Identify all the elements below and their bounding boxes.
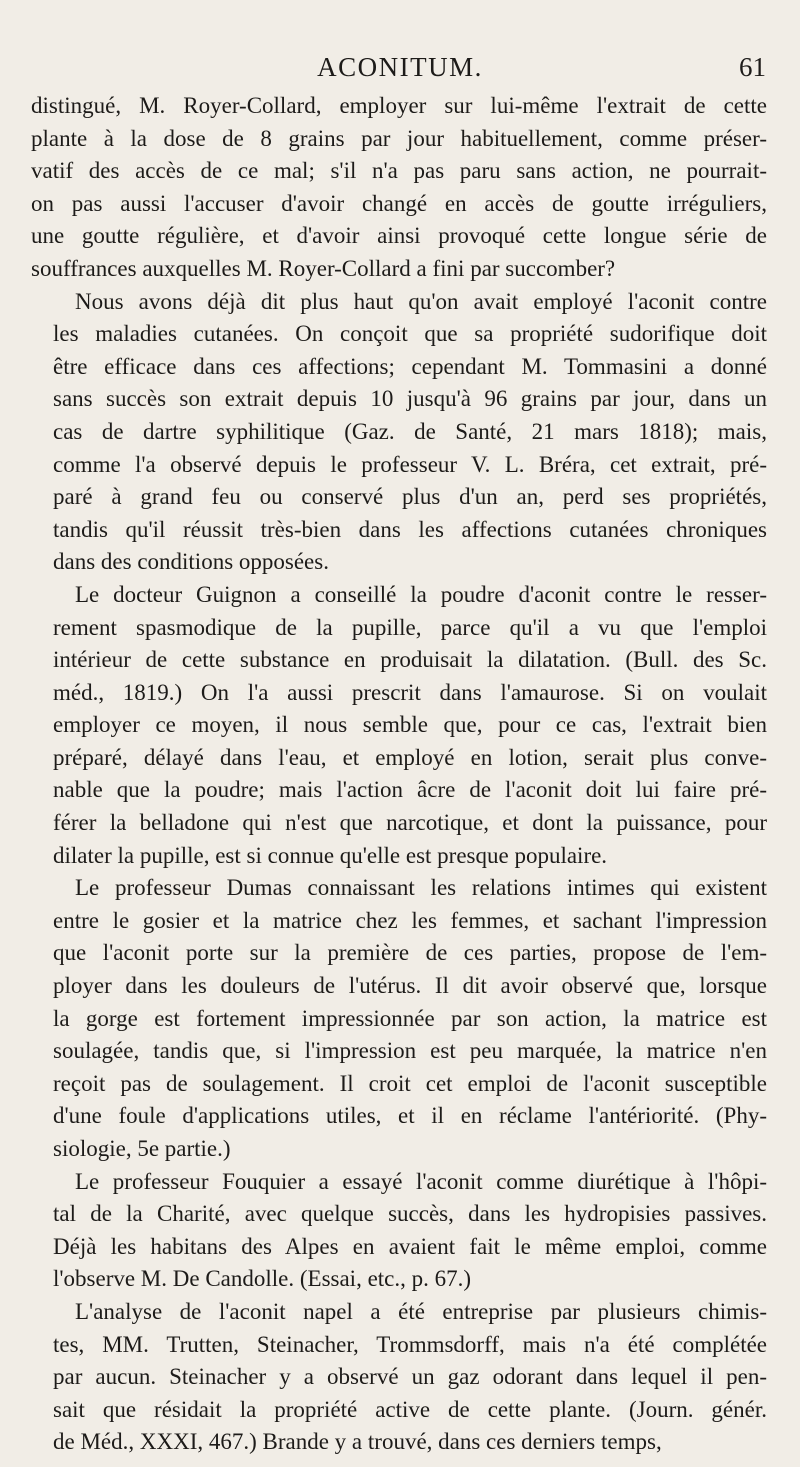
- text-line: Nous avons déjà dit plus haut qu'on avait employé l'aconit contre: [75, 288, 767, 314]
- paragraph: [31, 1296, 767, 1459]
- text-line: tes, MM. Trutten, Steinacher, Trommsdorff, mais n'a été complétée: [53, 1331, 767, 1357]
- text-line: sait que résidait la propriété active de cette plante. (Journ. génér.: [53, 1396, 767, 1422]
- text-line: nable que la poudre; mais l'action âcre de l'aconit doit lui faire pré-: [53, 777, 767, 803]
- text-line: d'une foule d'applications utiles, et il en réclame l'antériorité. (Phy-: [53, 1103, 767, 1129]
- page-header: [0, 48, 800, 88]
- text-line: dans des conditions opposées.: [53, 549, 329, 575]
- text-line: les maladies cutanées. On conçoit que sa propriété sudorifique doit: [53, 321, 767, 347]
- text-line: Le professeur Fouquier a essayé l'aconit comme diurétique à l'hôpi-: [75, 1168, 767, 1194]
- body-text: [31, 90, 767, 1459]
- paragraph: [31, 1166, 767, 1296]
- text-line: intérieur de cette substance en produisait la dilatation. (Bull. des Sc.: [53, 647, 767, 673]
- text-line: comme l'a observé depuis le professeur V. L. Bréra, cet extrait, pré-: [53, 451, 767, 477]
- text-line: Le professeur Dumas connaissant les relations intimes qui existent: [75, 875, 767, 901]
- page-number: 61: [739, 52, 766, 82]
- text-line: sans succès son extrait depuis 10 jusqu'à 96 grains par jour, dans un: [53, 386, 767, 412]
- paragraph: [31, 872, 767, 1165]
- text-line: cas de dartre syphilitique (Gaz. de Santé, 21 mars 1818); mais,: [53, 418, 767, 444]
- text-line: Déjà les habitans des Alpes en avaient fait le même emploi, comme: [53, 1233, 767, 1259]
- text-line: préparé, délayé dans l'eau, et employé en lotion, serait plus conve-: [53, 744, 767, 770]
- text-line: on pas aussi l'accuser d'avoir changé en accès de goutte irréguliers,: [31, 190, 767, 216]
- text-line: férer la belladone qui n'est que narcotique, et dont la puissance, pour: [53, 810, 767, 836]
- text-line: employer ce moyen, il nous semble que, pour ce cas, l'extrait bien: [53, 712, 767, 738]
- text-line: plante à la dose de 8 grains par jour habituellement, comme préser-: [31, 125, 767, 151]
- paragraph: [31, 579, 767, 872]
- paragraph: [31, 286, 767, 579]
- text-line: entre le gosier et la matrice chez les femmes, et sachant l'impression: [53, 907, 767, 933]
- text-line: rement spasmodique de la pupille, parce qu'il a vu que l'emploi: [53, 614, 767, 640]
- text-line: reçoit pas de soulagement. Il croit cet emploi de l'aconit susceptible: [53, 1070, 767, 1096]
- text-line: soulagée, tandis que, si l'impression est peu marquée, la matrice n'en: [53, 1038, 767, 1064]
- text-line: par aucun. Steinacher y a observé un gaz odorant dans lequel il pen-: [53, 1364, 767, 1390]
- text-line: distingué, M. Royer-Collard, employer sur lui-même l'extrait de cette: [31, 93, 767, 118]
- text-line: méd., 1819.) On l'a aussi prescrit dans l'amaurose. Si on voulait: [53, 679, 767, 705]
- text-line: paré à grand feu ou conservé plus d'un an, perd ses propriétés,: [53, 484, 767, 510]
- running-title: ACONITUM.: [317, 52, 483, 82]
- paragraph: [31, 90, 767, 286]
- text-line: l'observe M. De Candolle. (Essai, etc., p. 67.): [53, 1266, 472, 1292]
- text-line: une goutte régulière, et d'avoir ainsi provoqué cette longue série de: [31, 223, 767, 249]
- text-line: tal de la Charité, avec quelque succès, dans les hydropisies passives.: [53, 1201, 767, 1227]
- text-line: vatif des accès de ce mal; s'il n'a pas paru sans action, ne pourrait-: [31, 158, 767, 184]
- text-line: souffrances auxquelles M. Royer-Collard a fini par succomber?: [31, 255, 616, 281]
- text-line: que l'aconit porte sur la première de ces parties, propose de l'em-: [53, 940, 767, 966]
- text-line: tandis qu'il réussit très-bien dans les affections cutanées chroniques: [53, 516, 767, 542]
- text-line: la gorge est fortement impressionnée par son action, la matrice est: [53, 1005, 767, 1031]
- text-line: être efficace dans ces affections; cependant M. Tommasini a donné: [53, 353, 767, 379]
- text-line: ployer dans les douleurs de l'utérus. Il dit avoir observé que, lorsque: [53, 973, 767, 999]
- text-line: siologie, 5e partie.): [53, 1136, 231, 1161]
- text-line: L'analyse de l'aconit napel a été entreprise par plusieurs chimis-: [75, 1298, 767, 1324]
- text-line: dilater la pupille, est si connue qu'elle est presque populaire.: [53, 842, 608, 868]
- text-line: Le docteur Guignon a conseillé la poudre d'aconit contre le resser-: [75, 581, 767, 607]
- text-line: de Méd., XXXI, 467.) Brande y a trouvé, dans ces derniers temps,: [53, 1429, 662, 1455]
